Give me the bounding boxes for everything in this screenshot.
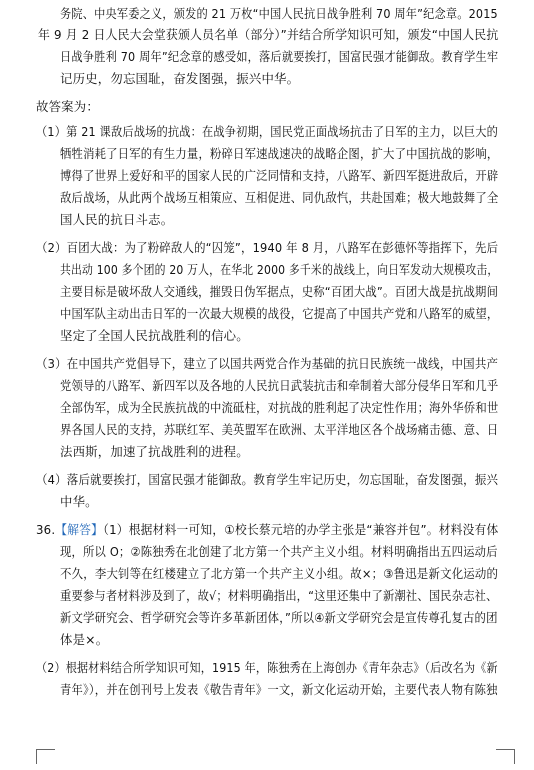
- text-line: （2）根据材料结合所学知识可知，1915 年，陈独秀在上海创办《青年杂志》（后改名为《新: [36, 660, 498, 675]
- text-line: （1）第 21 课敌后战场的抗战：在战争初期，国民党正面战场抗击了日军的主力，以巨大的: [36, 124, 498, 139]
- text-line: 博得了世界上爱好和平的国家人民的广泛同情和支持，八路军、新四军挺进敌后，开辟: [60, 168, 499, 183]
- answer-marker: 【解答】: [55, 522, 104, 537]
- text-line: 年 9 月 2 日人民大会堂获颁人员名单（部分）”并结合所学知识可知，颁发“中国人民抗: [38, 27, 499, 42]
- text-line: 故答案为：: [36, 99, 99, 114]
- text-line: 日战争胜利 70 周年”纪念章的感受如，落后就要挨打，国富民强才能御敌。教育学生牢: [60, 49, 499, 64]
- text-line: 坚定了全国人民抗战胜利的信心。: [60, 328, 249, 343]
- text-line: 法西斯，加速了抗战胜利的进程。: [60, 444, 249, 459]
- text-line: （2）百团大战：为了粉碎敌人的“囚笼”，1940 年 8 月，八路军在彭德怀等指挥下，先后: [36, 240, 499, 255]
- page-corner-mark-left: [36, 749, 55, 764]
- text-line: 敌后战场，从此两个战场互相策应、互相促进、同仇敌忾，共赴国难；极大地鼓舞了全: [60, 190, 499, 205]
- text-line: 不久，李大钊等在红楼建立了北方第一个共产主义小组。故×；③鲁迅是新文化运动的: [60, 566, 499, 581]
- text-line: 国人民的抗日斗志。: [60, 212, 174, 227]
- text-line: 新文学研究会、哲学研究会等许多革新团体，”所以④新文学研究会是宣传尊孔复古的团: [60, 610, 498, 625]
- text-line: 记历史，勿忘国耻，奋发图强，振兴中华。: [60, 71, 300, 86]
- text-line: 党领导的八路军、新四军以及各地的人民抗日武装抗击和牵制着大部分侵华日军和几乎: [60, 378, 499, 393]
- text-line: 主要目标是破坏敌人交通线，摧毁日伪军据点，史称“百团大战”。百团大战是抗战期间: [60, 284, 499, 299]
- text-line: 界各国人民的支持，苏联红军、美英盟军在欧洲、太平洋地区各个战场痛击德、意、日: [60, 422, 499, 437]
- text-line: 共出动 100 多个团的 20 万人，在华北 2000 多千米的战线上，向日军发动大规模攻击，: [60, 262, 499, 277]
- text-line: （3）在中国共产党倡导下，建立了以国共两党合作为基础的抗日民族统一战线，中国共产: [36, 356, 499, 371]
- text-line: 体是×。: [60, 632, 109, 647]
- page-corner-mark-right: [496, 749, 515, 764]
- text-line: 重要参与者材料涉及到了，故√；材料明确指出，“这里还集中了新潮社、国民杂志社、: [60, 588, 498, 603]
- text-line: 全部伪军，成为全民族抗战的中流砥柱，对抗战的胜利起了决定性作用；海外华侨和世: [60, 400, 499, 415]
- text-line: 现，所以 O；②陈独秀在北创建了北方第一个共产主义小组。材料明确指出五四运动后: [60, 544, 498, 559]
- text-line: 36.【解答】（1）根据材料一可知，①校长蔡元培的办学主张是“兼容并包”。材料没有体: [36, 522, 499, 537]
- text-line: 务院、中央军委之义，颁发的 21 万枚“中国人民抗日战争胜利 70 周年”纪念章。2015: [60, 6, 498, 21]
- text-line: 牺牲消耗了日军的有生力量，粉碎日军速战速决的战略企图，扩大了中国抗战的影响，: [60, 146, 499, 161]
- text-line: 中华。: [60, 494, 98, 509]
- text-line: 青年》），并在创刊号上发表《敬告青年》一文，新文化运动开始，主要代表人物有陈独: [60, 682, 498, 697]
- text-line: （4）落后就要挨打，国富民强才能御敌。教育学生牢记历史，勿忘国耻，奋发图强，振兴: [36, 472, 499, 487]
- text-line: 中国军队主动出击日军的一次最大规模的战役，它提高了中国共产党和八路军的威望，: [60, 306, 499, 321]
